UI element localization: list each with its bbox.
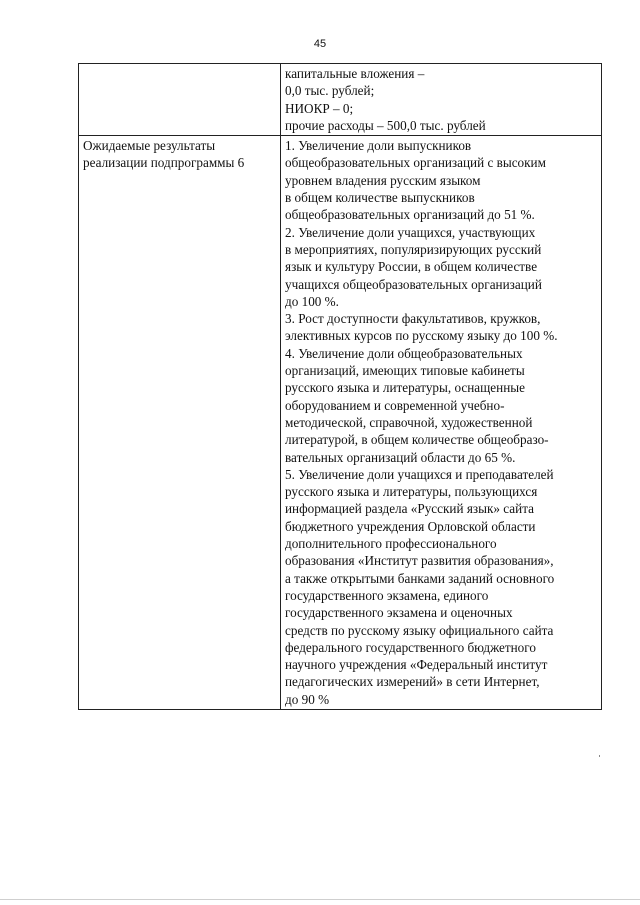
text-line: в мероприятиях, популяризирующих русский xyxy=(285,241,542,257)
text-line: прочие расходы – 500,0 тыс. рублей xyxy=(285,117,486,133)
row2-left-cell xyxy=(79,136,281,710)
text-line: педагогических измерений» в сети Интернет, xyxy=(285,674,540,690)
text-line: оборудованием и современной учебно- xyxy=(285,397,505,413)
text-line: государственного экзамена и оценочных xyxy=(285,605,513,621)
text-line: НИОКР – 0; xyxy=(285,100,354,116)
text-line: средств по русскому языку официального сайта xyxy=(285,622,554,638)
page-number: 45 xyxy=(313,38,327,50)
text-line: русского языка и литературы, оснащенные xyxy=(285,380,525,396)
text-line: 0,0 тыс. рублей; xyxy=(285,83,375,99)
text-line: бюджетного учреждения Орловской области xyxy=(285,518,536,534)
text-line: организаций, имеющих типовые кабинеты xyxy=(285,363,525,379)
text-line: вательных организаций области до 65 %. xyxy=(285,449,516,465)
text-line: образования «Институт развития образования», xyxy=(285,553,554,569)
text-line: 4. Увеличение доли общеобразовательных xyxy=(285,345,523,361)
row-heading-line: реализации подпрограммы 6 xyxy=(83,155,245,171)
text-line: научного учреждения «Федеральный институт xyxy=(285,657,548,673)
text-line: 1. Увеличение доли выпускников xyxy=(285,138,472,154)
text-line: до 100 %. xyxy=(285,293,339,309)
text-line: общеобразовательных организаций с высоким xyxy=(285,155,546,171)
text-line: уровнем владения русским языком xyxy=(285,172,481,188)
row2-right-cell xyxy=(281,136,602,710)
document-table xyxy=(78,63,602,710)
row1-left-cell xyxy=(79,64,281,136)
text-line: государственного экзамена, единого xyxy=(285,587,489,603)
text-line: элективных курсов по русскому языку до 100 %. xyxy=(285,328,558,344)
text-line: капитальные вложения – xyxy=(285,66,425,81)
text-line: до 90 % xyxy=(285,691,330,707)
row-heading-line: Ожидаемые результаты xyxy=(83,138,216,154)
text-line: федерального государственного бюджетного xyxy=(285,639,536,655)
text-line: учащихся общеобразовательных организаций xyxy=(285,276,542,292)
text-line: 2. Увеличение доли учащихся, участвующих xyxy=(285,224,536,240)
text-line: в общем количестве выпускников xyxy=(285,190,475,206)
text-line: общеобразовательных организаций до 51 %. xyxy=(285,207,535,223)
row1-right-cell xyxy=(281,64,602,136)
page-bottom-edge xyxy=(0,899,640,900)
text-line: информацией раздела «Русский язык» сайта xyxy=(285,501,534,517)
text-line: 5. Увеличение доли учащихся и преподавателей xyxy=(285,466,554,482)
text-line: русского языка и литературы, пользующихся xyxy=(285,484,538,500)
text-line: 3. Рост доступности факультативов, кружков, xyxy=(285,311,541,327)
text-line: дополнительного профессионального xyxy=(285,536,497,552)
table-row xyxy=(79,64,602,136)
scan-speck xyxy=(599,755,600,757)
text-line: а также открытыми банками заданий основного xyxy=(285,570,555,586)
text-line: методической, справочной, художественной xyxy=(285,414,533,430)
text-line: язык и культуру России, в общем количестве xyxy=(285,259,538,275)
text-line: литературой, в общем количестве общеобразо- xyxy=(285,432,549,448)
table-row xyxy=(79,136,602,710)
